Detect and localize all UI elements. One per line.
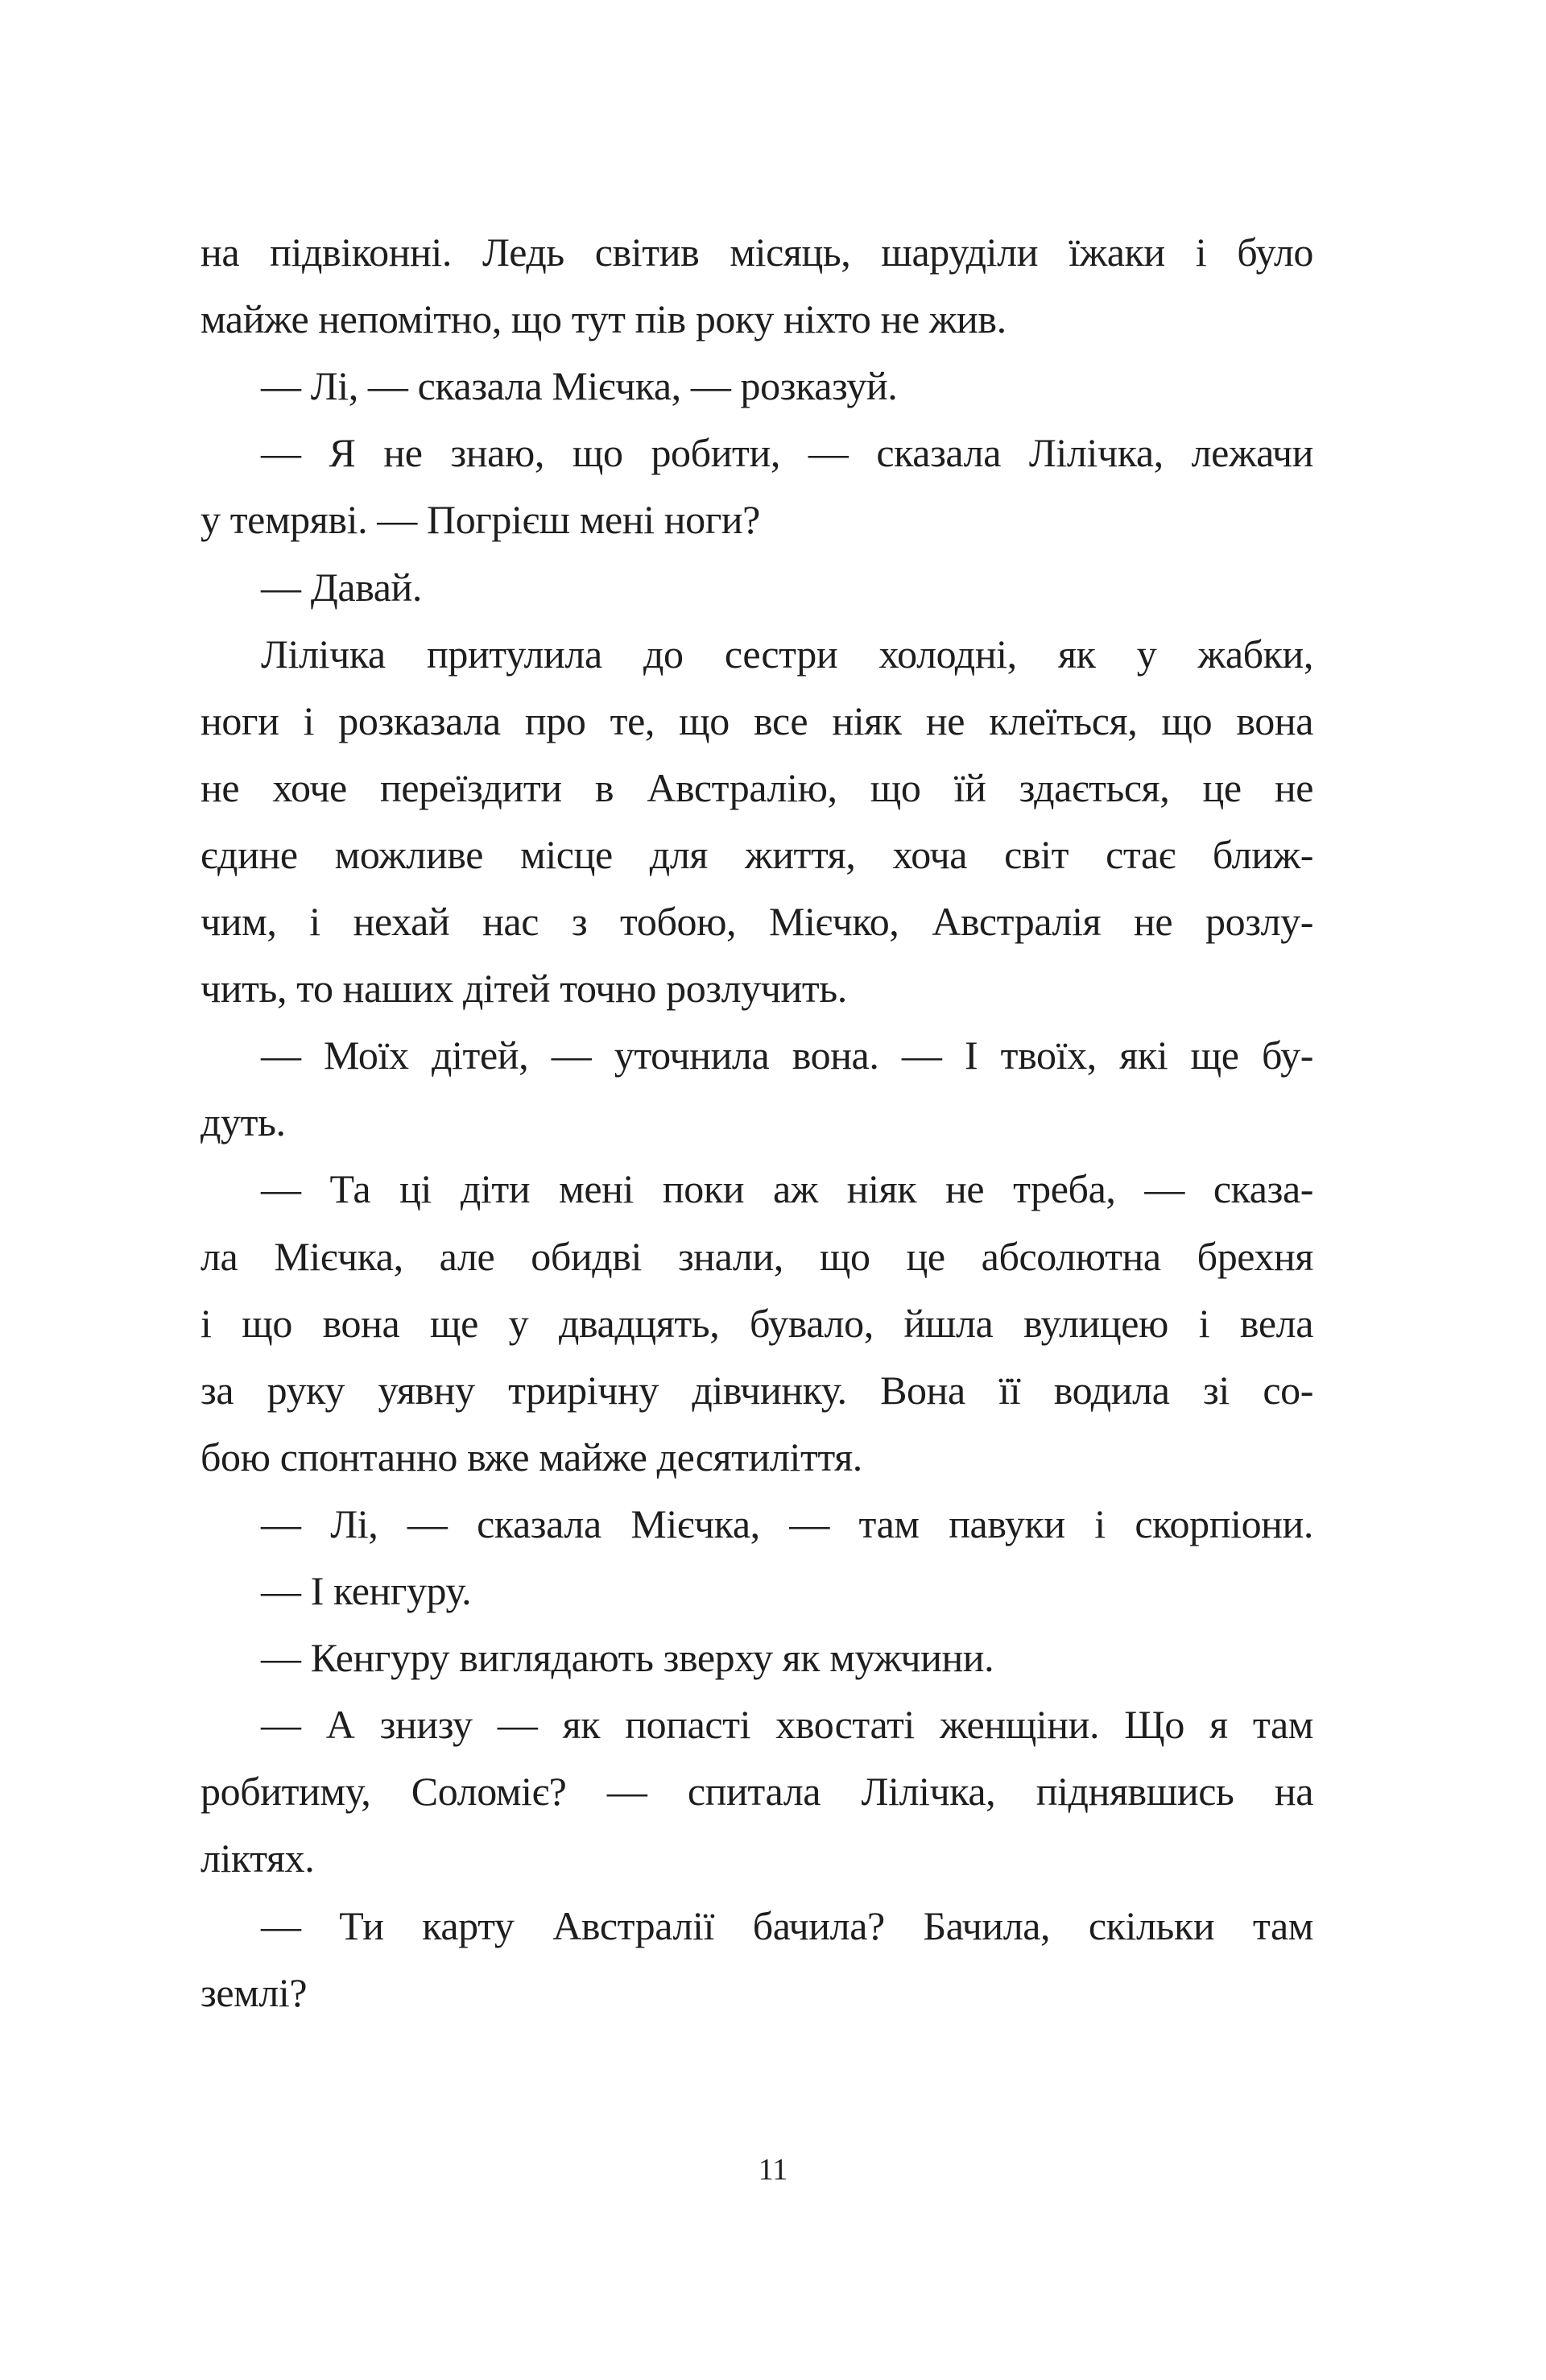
- text-line: — Давай.: [261, 564, 422, 610]
- text-line: — Лі, — сказала Мієчка, — розказуй.: [261, 363, 898, 409]
- text-line: — І кенгуру.: [261, 1568, 472, 1613]
- text-line: дуть.: [200, 1099, 286, 1145]
- text-line: — А знизу — як попасті хвостаті женщіни. Що я там: [261, 1702, 1313, 1748]
- text-line: — Ти карту Австралії бачила? Бачила, скільки там: [261, 1902, 1313, 1948]
- text-line: — Та ці діти мені поки аж ніяк не треба, — сказа-: [261, 1166, 1313, 1212]
- text-line: єдине можливе місце для життя, хоча світ стає ближ-: [200, 831, 1313, 877]
- text-line: майже непомітно, що тут пів року ніхто не жив.: [200, 296, 1007, 342]
- text-line: робитиму, Соломіє? — спитала Лілічка, піднявшись на: [200, 1769, 1313, 1815]
- text-line: землі?: [200, 1969, 308, 2015]
- text-line: чить, то наших дітей точно розлучить.: [200, 966, 847, 1012]
- text-line: — Я не знаю, що робити, — сказала Лілічка, лежачи: [261, 430, 1313, 476]
- text-line: Лілічка притулила до сестри холодні, як у жабки,: [261, 631, 1313, 677]
- text-line: чим, і нехай нас з тобою, Мієчко, Австралія не розлу-: [200, 899, 1313, 944]
- text-line: не хоче переїздити в Австралію, що їй здається, це не: [200, 764, 1313, 810]
- text-line: за руку уявну трирічну дівчинку. Вона її водила зі со-: [200, 1367, 1313, 1413]
- text-line: у темряві. — Погрієш мені ноги?: [200, 497, 760, 543]
- text-line: — Лі, — сказала Мієчка, — там павуки і скорпіони.: [261, 1500, 1313, 1546]
- text-line: ліктях.: [200, 1836, 315, 1881]
- text-line: ноги і розказала про те, що все ніяк не клеїться, що вона: [200, 697, 1313, 743]
- text-line: — Кенгуру виглядають зверху як мужчини.: [261, 1635, 994, 1681]
- page-number: 11: [758, 2153, 788, 2187]
- text-line: і що вона ще у двадцять, бувало, йшла вулицею і вела: [200, 1300, 1313, 1346]
- text-line: ла Мієчка, але обидві знали, що це абсолютна брехня: [200, 1233, 1313, 1279]
- text-line: на підвіконні. Ледь світив місяць, шаруділи їжаки і було: [200, 230, 1313, 275]
- text-line: бою спонтанно вже майже десятиліття.: [200, 1434, 862, 1480]
- text-line: — Моїх дітей, — уточнила вона. — І твоїх, які ще бу-: [261, 1033, 1313, 1078]
